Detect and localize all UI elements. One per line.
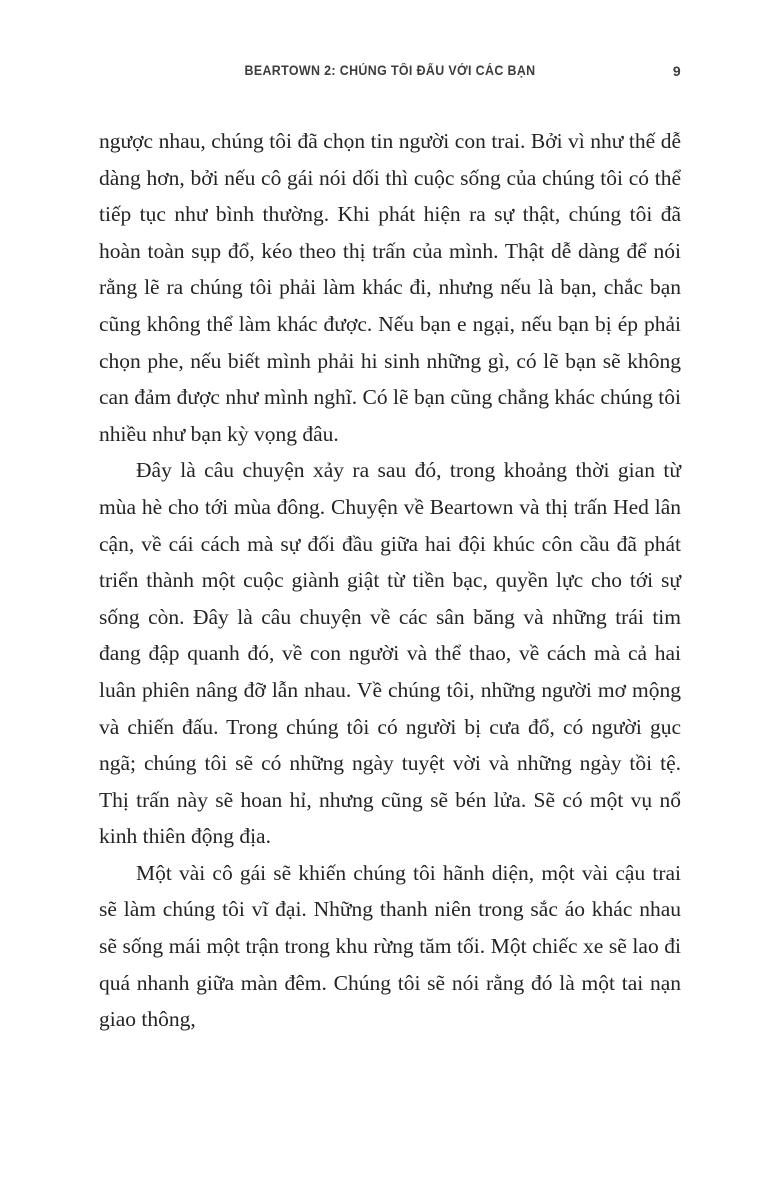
paragraph-3: Một vài cô gái sẽ khiến chúng tôi hãnh diện, một vài cậu trai sẽ làm chúng tôi vĩ đại. Những thanh niên trong sắc áo khác nhau sẽ sống mái một trận trong khu rừng tăm tối. Một chiếc xe sẽ lao đi quá nhanh giữa màn đêm. Chúng tôi sẽ nói rằng đó là một tai nạn giao thông,	[99, 860, 681, 1032]
page-header	[99, 63, 681, 81]
running-title: BEARTOWN 2: CHÚNG TÔI ĐẤU VỚI CÁC BẠN	[244, 63, 536, 78]
paragraph-1: ngược nhau, chúng tôi đã chọn tin người con trai. Bởi vì như thế dễ dàng hơn, bởi nếu cô gái nói dối thì cuộc sống của chúng tôi có thể tiếp tục như bình thường. Khi phát hiện ra sự thật, chúng tôi đã hoàn toàn sụp đổ, kéo theo thị trấn của mình. Thật dễ dàng để nói rằng lẽ ra chúng tôi phải làm khác đi, nhưng nếu là bạn, chắc bạn cũng không thể làm khác được. Nếu bạn e ngại, nếu bạn bị ép phải chọn phe, nếu biết mình phải hi sinh những gì, có lẽ bạn sẽ không can đảm được như mình nghĩ. Có lẽ bạn cũng chẳng khác chúng tôi nhiều như bạn kỳ vọng đâu.	[99, 129, 681, 446]
page-number: 9	[672, 63, 681, 79]
page-body	[99, 123, 681, 1038]
paragraph-2: Đây là câu chuyện xảy ra sau đó, trong khoảng thời gian từ mùa hè cho tới mùa đông. Chuyện về Beartown và thị trấn Hed lân cận, về cái cách mà sự đối đầu giữa hai đội khúc côn cầu đã phát triển thành một cuộc giành giật từ tiền bạc, quyền lực cho tới sự sống còn. Đây là câu chuyện về các sân băng và những trái tim đang đập quanh đó, về con người và thể thao, về cách mà cả hai luân phiên nâng đỡ lẫn nhau. Về chúng tôi, những người mơ mộng và chiến đấu. Trong chúng tôi có người bị cưa đổ, có người gục ngã; chúng tôi sẽ có những ngày tuyệt vời và những ngày tồi tệ. Thị trấn này sẽ hoan hỉ, nhưng cũng sẽ bén lửa. Sẽ có một vụ nổ kinh thiên động địa.	[99, 458, 681, 849]
